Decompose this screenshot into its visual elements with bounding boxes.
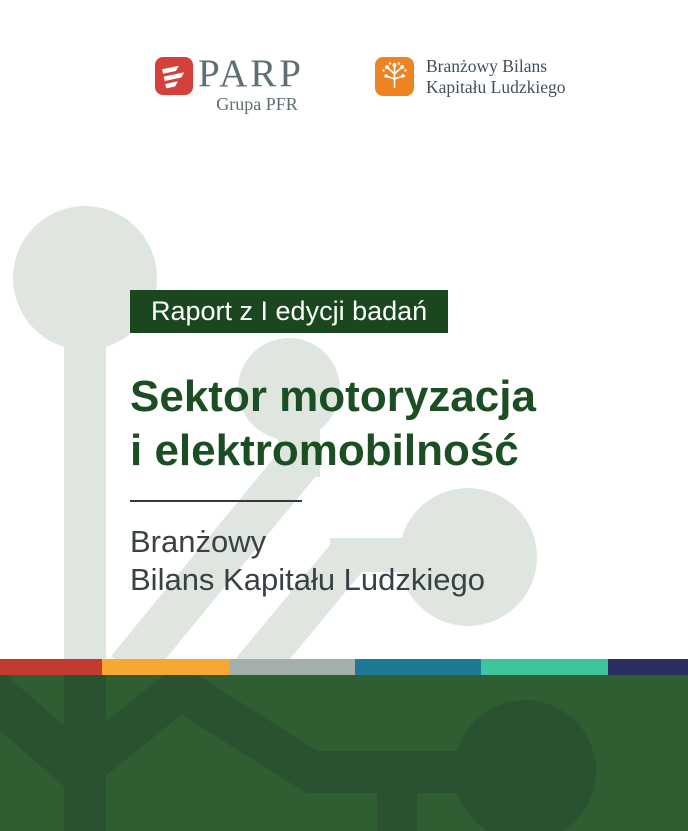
report-subtitle-line2: Bilans Kapitału Ludzkiego: [130, 562, 486, 597]
edition-badge: Raport z I edycji badań: [130, 290, 448, 333]
report-title: [130, 370, 536, 478]
molecule-decor-dark: [0, 675, 688, 831]
report-subtitle: [130, 523, 485, 599]
stripe-segment-navy: [608, 659, 688, 675]
parp-wordmark: PARP: [198, 52, 304, 95]
report-subtitle-line1: Branżowy: [130, 524, 267, 559]
report-title-line2: i elektromobilność: [130, 426, 519, 475]
bbkl-logo-line2: Kapitału Ludzkiego: [426, 77, 566, 97]
parp-group-label: Grupa PFR: [216, 94, 298, 114]
bbkl-logo-line1: Branżowy Bilans: [426, 56, 548, 76]
stripe-segment-teal: [355, 659, 481, 675]
bottom-green-panel: [0, 675, 688, 831]
title-divider: [130, 500, 302, 502]
report-title-line1: Sektor motoryzacja: [130, 372, 536, 421]
header-logos: [0, 0, 688, 130]
color-stripe: [0, 659, 688, 675]
stripe-segment-mint: [481, 659, 608, 675]
stripe-segment-orange: [102, 659, 229, 675]
stripe-segment-gray: [229, 659, 355, 675]
stripe-segment-red: [0, 659, 102, 675]
dendrite-network-icon: [375, 57, 414, 96]
bbkl-logo-text: [426, 56, 565, 98]
parp-flag-icon: [155, 57, 193, 95]
